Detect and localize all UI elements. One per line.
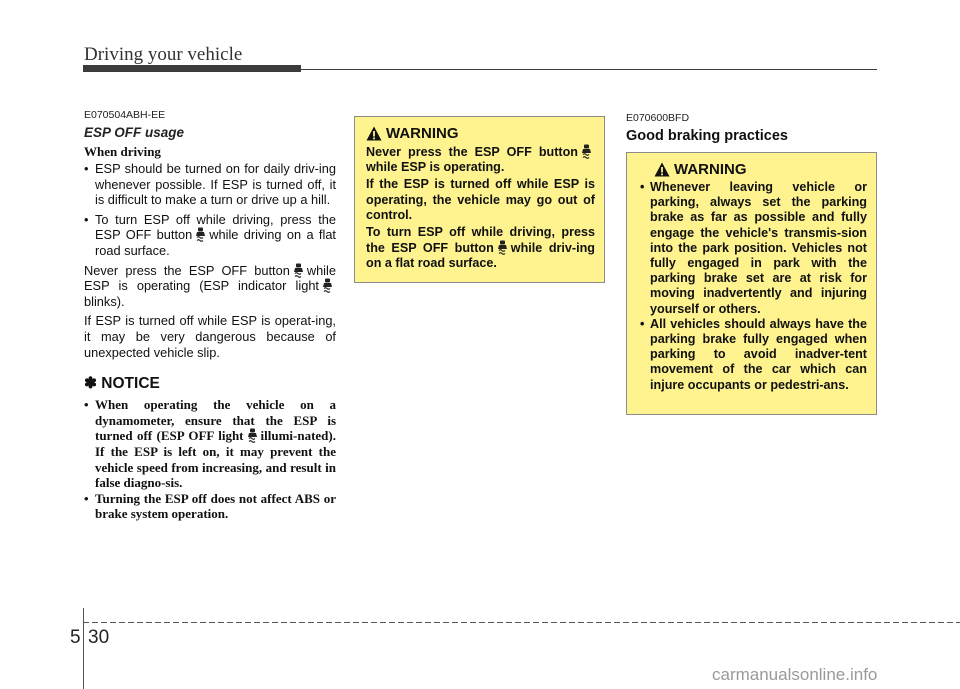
list-item-text: while driving on a flat road surface. (95, 227, 336, 258)
warning-box-parking (626, 152, 877, 415)
warning-title-row (366, 125, 595, 142)
list-item (84, 161, 336, 208)
list-item-text: To turn ESP off while driving, press the ESP OFF button (95, 211, 336, 243)
warning-title: WARNING (674, 161, 747, 178)
sub-heading: When driving (84, 144, 161, 159)
watermark: carmanualsonline.info (712, 665, 878, 684)
header-rule-thick (83, 65, 301, 72)
header-rule-thin (301, 69, 877, 70)
esp-off-icon (195, 227, 206, 242)
bullet-dot: • (84, 211, 89, 227)
page-number: 30 (88, 627, 110, 648)
paragraph-text: Never press the ESP OFF button (84, 262, 290, 278)
warning-item (638, 180, 867, 317)
list-item-text: ESP should be turned on for daily driv-ing whenever possible. If ESP is turned off, it is difficult to make a turn or drive up a hill. (95, 161, 336, 208)
esp-off-icon (322, 278, 333, 293)
bullet-dot: • (640, 180, 645, 194)
section-code: E070504ABH-EE (84, 109, 166, 121)
footer-dashed-rule (83, 622, 960, 623)
notice-text: illumi-nated). If the ESP is left on, it may prevent the vehicle speed from increasing, and result in false diagno-sis. (95, 428, 336, 491)
warning-text: If the ESP is turned off while ESP is operating, the vehicle may go out of control. (366, 177, 595, 222)
section-code: E070600BFD (626, 112, 690, 124)
warning-text (366, 225, 595, 272)
paragraph-text: blinks). (84, 293, 125, 309)
braking-section (626, 112, 877, 144)
warning-text-part: Never press the ESP OFF button (366, 145, 578, 159)
esp-off-icon (581, 144, 592, 159)
warning-triangle-icon (366, 126, 382, 141)
bullet-dot: • (84, 397, 89, 413)
bullet-dot: • (84, 490, 89, 506)
footer-vertical-rule (83, 608, 84, 689)
esp-section (84, 109, 336, 522)
notice-text: Turning the ESP off does not affect ABS or brake system operation. (95, 490, 336, 522)
bullet-dot: • (640, 316, 645, 331)
warning-item (638, 317, 867, 393)
warning-text-part: while driv-ing on a flat road surface. (366, 241, 595, 271)
section-heading: Good braking practices (626, 128, 788, 144)
list-item (84, 212, 336, 259)
warning-text (366, 144, 595, 175)
paragraph (84, 263, 336, 310)
warning-text-part: while ESP is operating. (366, 160, 505, 175)
page-section-number: 5 (70, 627, 81, 648)
esp-off-icon (247, 428, 258, 443)
esp-off-icon (497, 240, 508, 255)
warning-box-esp (354, 116, 605, 283)
notice-text: When operating the vehicle on a dynamometer, ensure that the ESP is turned off (ESP OFF light (95, 397, 336, 444)
warning-item-text: All vehicles should always have the parking brake fully engaged when parking to avoid inadver-tent movement of the car which can injure occupants or pedestri-ans. (650, 316, 867, 392)
notice-heading: ✽ NOTICE (84, 375, 160, 393)
page-header-title: Driving your vehicle (84, 44, 243, 65)
warning-triangle-icon (654, 162, 670, 177)
warning-item-text: Whenever leaving vehicle or parking, always set the parking brake as far as possible and fully engage the vehicle's transmis-sion into the park position. Vehicles not fully engaged in park with the parking brake set are at risk for moving inadvertently and injuring yourself or others. (650, 180, 867, 316)
paragraph: If ESP is turned off while ESP is operat-ing, it may be very dangerous because of unexpected vehicle slip. (84, 313, 336, 360)
bullet-dot: • (84, 161, 89, 176)
warning-title-row (638, 161, 867, 178)
notice-item (84, 491, 336, 522)
warning-text-part: To turn ESP off while driving, press the ESP OFF button (366, 225, 595, 256)
warning-title: WARNING (386, 125, 459, 142)
esp-off-icon (293, 263, 304, 278)
notice-item (84, 397, 336, 491)
paragraph-text: while ESP is operating (ESP indicator light (84, 262, 336, 294)
section-heading: ESP OFF usage (84, 125, 185, 140)
